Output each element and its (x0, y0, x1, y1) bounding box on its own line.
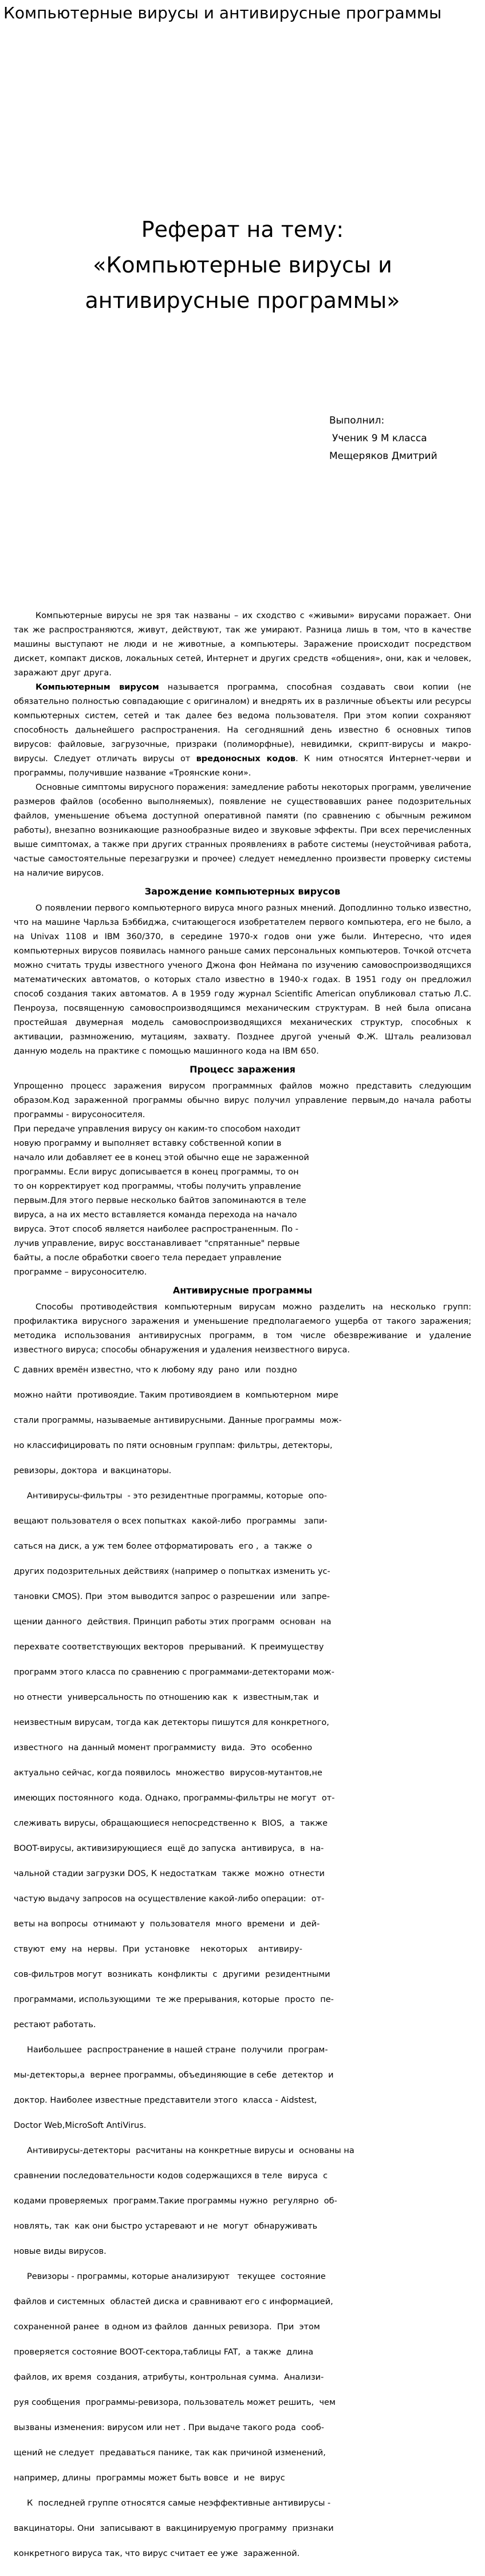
antivirus-line: мы-детекторы,а вернее программы, объединяющие в себе детектор и (14, 2071, 334, 2080)
antivirus-line: щений не следует предаваться панике, так как причиной изменений, (14, 2448, 326, 2458)
antivirus-line: кодами проверяемых программ.Такие программы нужно регулярно об- (14, 2197, 337, 2206)
author-name: Мещеряков Дмитрий (329, 450, 437, 462)
antivirus-line: программами, использующими те же прерывания, которые просто пе- (14, 1995, 334, 2004)
antivirus-line: Антивирусы-фильтры - это резидентные программы, которые опо- (14, 1491, 327, 1501)
antivirus-line: файлов, их время создания, атрибуты, контрольная сумма. Анализи- (14, 2373, 324, 2382)
intro-paragraph: Компьютерные вирусы не зря так названы – их сходство с «живыми» вирусами поражает. Они так же распространяются, живут, действуют, так же умирают. Разница лишь в том, что в качестве машины выступают не люди и не животные, а компьютеры. Заражение происходит посредством дискет, компакт дисков, локальных сетей, Интернет и других средств «общения», они, как и человек, заражают друг друга. (14, 611, 471, 678)
antivirus-line: веты на вопросы отнимают у пользователя много времени и дей- (14, 1920, 320, 1929)
term-malicious-code: вредоносных кодов (196, 754, 296, 763)
antivirus-line: рестают работать. (14, 2020, 96, 2029)
antivirus-line: например, длины программы может быть вовсе и не вирус (14, 2474, 285, 2483)
process-line: новую программу и выполняет вставку собственной копии в (14, 1139, 282, 1148)
antivirus-line: можно найти противоядие. Таким противоядием в компьютерном мире (14, 1391, 338, 1400)
intro-symptoms-paragraph: Основные симптомы вирусного поражения: замедление работы некоторых программ, увеличение размеров файлов (особенно выполняемых), появление не существовавших ранее подозрительных файлов, уменьшение объема доступной оперативной памяти (по сравнению с обычным режимом работы), внезапно возникающие разнообразные видео и звуковые эффекты. При всех перечисленных выше симптомах, а также при других странных проявлениях в работе системы (неустойчивая работа, частые самостоятельные перезагрузки и прочее) следует немедленно произвести проверку системы на наличие вирусов. (14, 783, 471, 878)
antivirus-line: доктор. Наиболее известные представители этого класса - Aidstest, (14, 2096, 317, 2105)
antivirus-line: перехвате соответствующих векторов прерываний. К преимуществу (14, 1643, 324, 1652)
antivirus-line: ствуют ему на нервы. При установке некоторых антивиру- (14, 1945, 302, 1954)
antivirus-line: вещают пользователя о всех попытках какой-либо программы запи- (14, 1517, 328, 1526)
antivirus-line: актуально сейчас, когда появилось множество вирусов-мутантов,не (14, 1768, 322, 1778)
process-line: первым.Для этого первые несколько байтов запоминаются в теле (14, 1196, 306, 1205)
antivirus-line: Ревизоры - программы, которые анализируют текущее состояние (14, 2272, 326, 2281)
process-line: При передаче управления вирусу он каким-то способом находит (14, 1125, 301, 1134)
antivirus-line: вызваны изменения: вирусом или нет . При выдаче такого рода сооб- (14, 2423, 325, 2432)
antivirus-line: новые виды вирусов. (14, 2247, 107, 2256)
cover-heading-line: Реферат на тему: (141, 217, 344, 242)
process-paragraph: Упрощенно процесс заражения вирусом программных файлов можно представить следующим образом.Код зараженной программы обычно вирус получил управление первым,до начала работы программы - вирусоносителя. (14, 1082, 471, 1119)
author-class: Ученик 9 М класса (332, 433, 427, 444)
origin-paragraph: О появлении первого компьютерного вируса много разных мнений. Доподлинно только известно, что на машине Чарльза Бэббиджа, считающегося изобретателем первого компьютера, его не было, а на Univax 1108 и IBM 360/370, в середине 1970-х годов они уже были. Интересно, что идея компьютерных вирусов появилась намного раньше самих персональных компьютеров. Точкой отсчета можно считать труды известного ученого Джона фон Неймана по изучению самовоспроизводящихся математических автоматов, о которых стало известно в 1940-х годах. В 1951 году он предложил способ создания таких автоматов. А в 1959 году журнал Scientific American опубликовал статью Л.С. Пенроуза, посвященную самовоспроизводящимся механическим структурам. В ней была описана простейшая двумерная модель самовоспроизводящихся механических структур, способных к активации, размножению, мутациям, захвату. Позднее другой ученый Ф.Ж. Шталь реализовал данную модель на практике с помощью машинного кода на IBM 650. (14, 904, 471, 1056)
cover-heading (0, 212, 485, 318)
antivirus-line: саться на диск, а уж тем более отформатировать его , а также о (14, 1542, 313, 1551)
antivirus-line: сохраненной ранее в одном из файлов данных ревизора. При этом (14, 2322, 320, 2332)
process-line: вируса. Этот способ является наиболее распространенным. По - (14, 1225, 299, 1234)
antivirus-line: Наибольшее распространение в нашей стране получили програм- (14, 2045, 328, 2055)
antivirus-line: тановки CMOS). При этом выводится запрос о разрешении или запре- (14, 1592, 330, 1601)
author-label: Выполнил: (329, 415, 385, 426)
antivirus-line: К последней группе относятся самые неэффективные антивирусы - (14, 2499, 331, 2508)
section-heading-origin: Зарождение компьютерных вирусов (144, 886, 341, 897)
cover-page (0, 23, 485, 492)
antivirus-line: проверяется состояние BOOT-сектора,таблицы FAT, а также длина (14, 2348, 314, 2357)
antivirus-line: Doctor Web,MicroSoft AntiVirus. (14, 2121, 147, 2130)
process-line: то он корректирует код программы, чтобы получить управление (14, 1182, 301, 1191)
antivirus-line: руя сообщения программы-ревизора, пользователь может решить, чем (14, 2398, 336, 2407)
process-line: программе – вирусоносителю. (14, 1268, 147, 1277)
antivirus-line: ревизоры, доктора и вакцинаторы. (14, 1466, 172, 1475)
process-line: лучив управление, вирус восстанавливает "спрятанные" первые (14, 1239, 300, 1248)
antivirus-line: конкретного вируса так, что вирус считает ее уже зараженной. (14, 2549, 300, 2558)
cover-heading-line: антивирусные программы» (85, 288, 400, 313)
section-heading-antivirus: Антивирусные программы (172, 1285, 313, 1296)
process-line: вируса, а на их место вставляется команда перехода на начало (14, 1210, 297, 1220)
antivirus-line: С давних времён известно, что к любому яду рано или поздно (14, 1366, 297, 1375)
antivirus-line: сравнении последовательности кодов содержащихся в теле вируса с (14, 2171, 328, 2181)
antivirus-intro-paragraph: Способы противодействия компьютерным вирусам можно разделить на несколько групп: профилактика вирусного заражения и уменьшение предполагаемого ущерба от такого заражения; методика использования антивирусных программ, в том числе обезвреживание и удаление известного вируса; способы обнаружения и удаления неизвестного вируса. (14, 1303, 471, 1355)
cover-heading-line: «Компьютерные вирусы и (93, 252, 392, 278)
antivirus-line: частую выдачу запросов на осуществление какой-либо операции: от- (14, 1894, 325, 1904)
antivirus-line: стали программы, называемые антивирусными. Данные программы мож- (14, 1416, 342, 1425)
antivirus-line: новлять, так как они быстро устаревают и не могут обнаруживать (14, 2222, 318, 2231)
antivirus-line: сов-фильтров могут возникать конфликты с другими резидентными (14, 1970, 330, 1979)
antivirus-line: неизвестным вирусам, тогда как детекторы пишутся для конкретного, (14, 1718, 329, 1727)
antivirus-line: но отнести универсальность по отношению как к известным,так и (14, 1693, 319, 1702)
section-heading-process: Процесс заражения (190, 1064, 295, 1075)
antivirus-text-block (14, 1358, 471, 2566)
antivirus-line: вакцинаторы. Они записывают в вакцинируемую программу признаки (14, 2524, 334, 2533)
process-line: байты, а после обработки своего тела передает управление (14, 1253, 282, 1263)
process-line: программы. Если вирус дописывается в конец программы, то он (14, 1168, 299, 1177)
antivirus-line: BOOT-вирусы, активизирующиеся ещё до запуска антивируса, в на- (14, 1844, 324, 1853)
antivirus-line: щении данного действия. Принцип работы этих программ основан на (14, 1617, 332, 1627)
antivirus-line: имеющих постоянного кода. Однако, программы-фильтры не могут от- (14, 1794, 335, 1803)
body-text (0, 492, 485, 2566)
term-computer-virus: Компьютерным вирусом (36, 683, 159, 692)
antivirus-line: Антивирусы-детекторы расчитаны на конкретные вирусы и основаны на (14, 2146, 354, 2155)
intro-definition-paragraph: Компьютерным вирусом называется программа, способная создавать свои копии (не обязательно полностью совпадающие с оригиналом) и внедрять их в различные объекты или ресурсы компьютерных систем, сетей и так далее без ведома пользователя. При этом копии сохраняют способность дальнейшего распространения. На сегодняшний день известно 6 основных типов вирусов: файловые, загрузочные, призраки (полиморфные), невидимки, скрипт-вирусы и макро-вирусы. Следует отличать вирусы от вредоносных кодов. К ним относятся Интернет-черви и программы, получившие название «Троянские кони». (14, 683, 471, 778)
process-line: начало или добавляет ее в конец этой обычно еще не зараженной (14, 1153, 309, 1162)
antivirus-line: слеживать вирусы, обращающиеся непосредственно к BIOS, а также (14, 1819, 328, 1828)
antivirus-line: но классифицировать по пяти основным группам: фильтры, детекторы, (14, 1441, 333, 1450)
antivirus-line: файлов и системных областей диска и сравнивают его с информацией, (14, 2297, 333, 2306)
antivirus-line: известного на данный момент программисту вида. Это особенно (14, 1743, 313, 1752)
antivirus-line: других подозрительных действиях (например о попытках изменить ус- (14, 1567, 330, 1576)
antivirus-line: чальной стадии загрузки DOS, К недостаткам также можно отнести (14, 1869, 325, 1878)
antivirus-line: программ этого класса по сравнению с программами-детекторами мож- (14, 1668, 334, 1677)
document-title: Компьютерные вирусы и антивирусные программы (3, 3, 442, 22)
author-block (329, 412, 437, 465)
